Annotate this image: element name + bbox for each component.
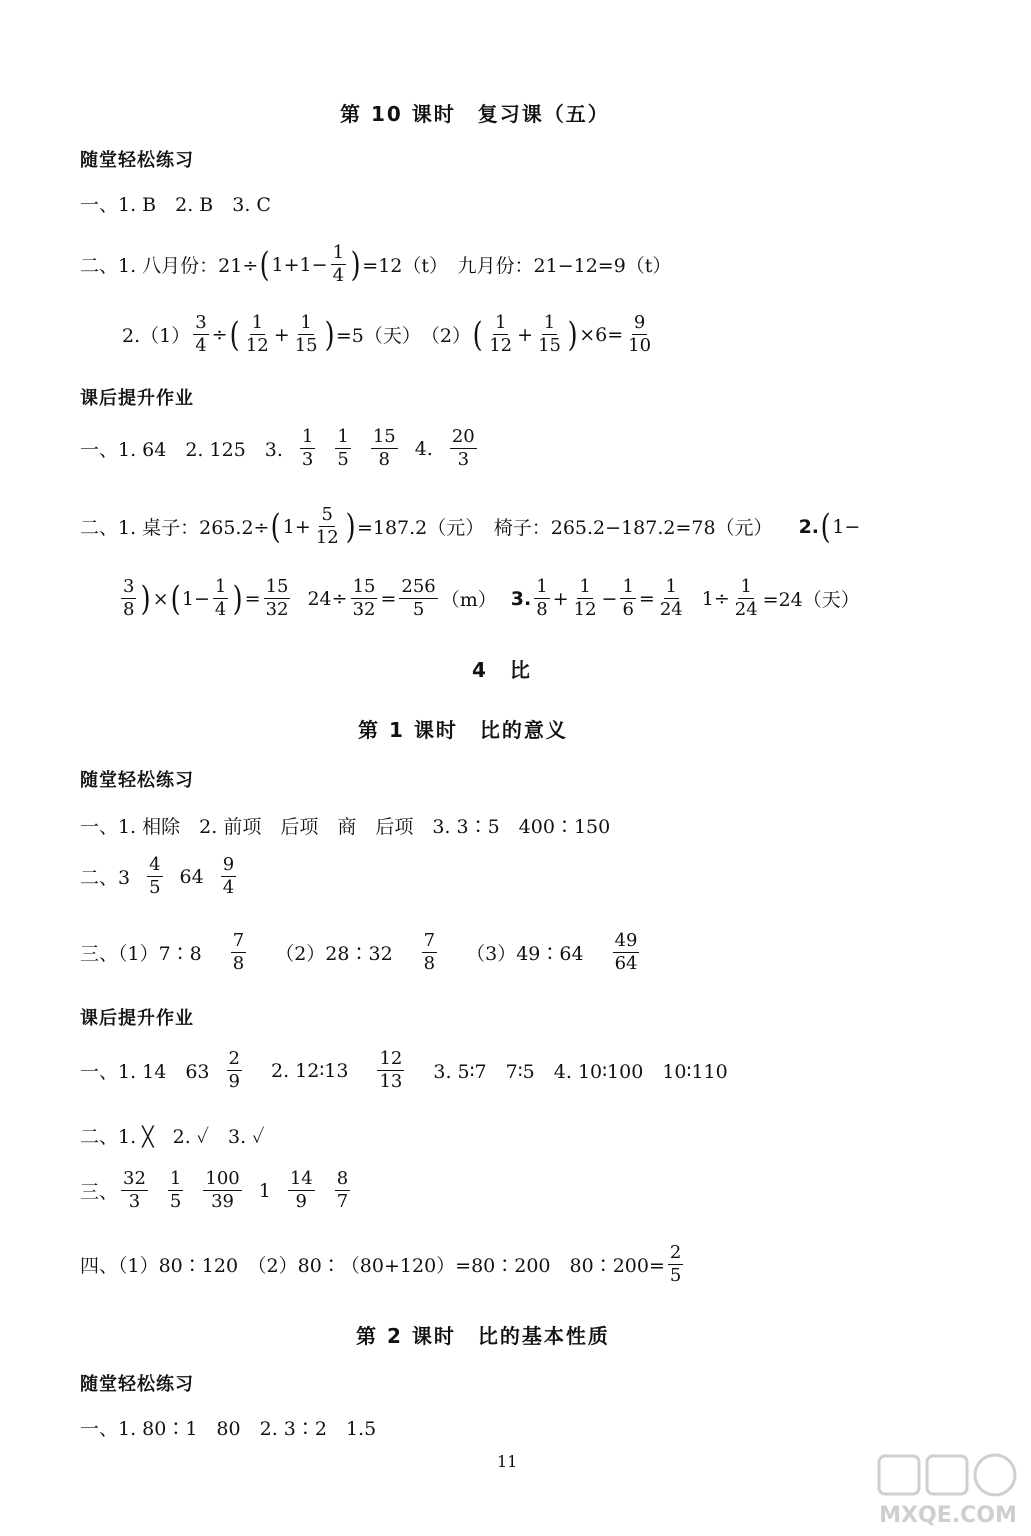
unit-title: 4 比 <box>472 658 532 682</box>
fraction: $\frac{15}{8}$ <box>372 426 396 470</box>
fraction: $\frac{3}{4}$ <box>195 312 207 356</box>
lesson10-section-homework: 课后提升作业 <box>80 388 194 409</box>
lesson10-answer-line-3: 2.（1） $\frac{3}{4}$ ÷ ( $\frac{1}{12}$ + $\frac{1}{15}$ ) =5（天） （2） ( $\frac{1}{12}$ + $\frac{1}{15}$ ) ×6= $\frac{9}{10}$ <box>122 312 652 356</box>
fraction: $\frac{15}{32}$ <box>352 576 376 620</box>
fraction: $\frac{1}{15}$ <box>538 312 561 356</box>
fraction: $\frac{1}{12}$ <box>573 576 597 620</box>
fraction: $\frac{20}{3}$ <box>451 426 475 470</box>
fraction: $\frac{15}{32}$ <box>265 576 289 620</box>
fraction: $\frac{5}{12}$ <box>315 504 339 548</box>
fraction: $\frac{256}{5}$ <box>401 576 436 620</box>
fraction: $\frac{9}{4}$ <box>222 854 235 898</box>
lesson1-title: 第 1 课时 比的意义 <box>358 718 568 742</box>
fraction: $\frac{8}{7}$ <box>336 1168 349 1212</box>
lesson1-answer-line-1: 一、1. 相除 2. 前项 后项 商 后项 3. 3∶5 400∶150 <box>80 816 611 838</box>
lesson2-section-classwork: 随堂轻松练习 <box>80 1374 194 1395</box>
fraction: $\frac{49}{64}$ <box>614 930 638 974</box>
lesson1-answer-line-2: 二、3 $\frac{4}{5}$ 64 $\frac{9}{4}$ <box>80 854 235 898</box>
lesson1-homework-line-3: 三、 $\frac{32}{3}$ $\frac{1}{5}$ $\frac{100}{39}$ 1 $\frac{14}{9}$ $\frac{8}{7}$ <box>80 1168 349 1212</box>
fraction: $\frac{1}{15}$ <box>294 312 318 356</box>
lesson1-answer-line-3: 三、（1）7∶8 $\frac{7}{8}$ （2）28∶32 $\frac{7}{8}$ （3）49∶64 $\frac{49}{64}$ <box>80 930 638 974</box>
lesson1-homework-line-2: 二、1. ╳ 2. ✓ 3. ✓ <box>80 1126 265 1148</box>
fraction: $\frac{2}{5}$ <box>669 1242 682 1286</box>
fraction: $\frac{32}{3}$ <box>123 1168 146 1212</box>
svg-text:MXQE.COM: MXQE.COM <box>879 1503 1017 1528</box>
fraction: $\frac{14}{9}$ <box>289 1168 313 1212</box>
fraction: $\frac{3}{8}$ <box>123 576 135 620</box>
fraction: $\frac{1}{12}$ <box>245 312 269 356</box>
lesson2-title: 第 2 课时 比的基本性质 <box>356 1324 610 1348</box>
lesson1-homework-line-4: 四、（1）80∶120 （2）80∶（80+120）=80∶200 80∶200= $\frac{2}{5}$ <box>80 1242 682 1286</box>
fraction: $\frac{1}{4}$ <box>332 242 345 286</box>
fraction: $\frac{100}{39}$ <box>205 1168 240 1212</box>
lesson1-homework-line-1: 一、1. 14 63 $\frac{2}{9}$ 2. 12∶13 $\frac{12}{13}$ 3. 5∶7 7∶5 4. 10∶100 10∶110 <box>80 1048 728 1092</box>
lesson10-homework-line-1: 一、1. 64 2. 125 3. $\frac{1}{3}$ $\frac{1}{5}$ $\frac{15}{8}$ 4. $\frac{20}{3}$ <box>80 426 475 470</box>
fraction: $\frac{1}{24}$ <box>734 576 758 620</box>
watermark-logo <box>873 1450 1023 1530</box>
lesson10-section-classwork: 随堂轻松练习 <box>80 150 194 171</box>
page-number: 11 <box>497 1452 518 1471</box>
fraction: $\frac{1}{24}$ <box>659 576 683 620</box>
lesson1-section-homework: 课后提升作业 <box>80 1008 194 1029</box>
fraction: $\frac{1}{6}$ <box>622 576 634 620</box>
lesson10-answer-line-2: 二、1. 八月份：21÷ ( 1+1− $\frac{1}{4}$ ) =12（t） 九月份：21−12=9（t） <box>80 242 672 286</box>
lesson10-homework-line-2: 二、1. 桌子：265.2÷ ( 1+ $\frac{5}{12}$ ) =187.2（元） 椅子：265.2−187.2=78（元） 2. ( 1− <box>80 504 861 548</box>
fraction: $\frac{1}{12}$ <box>489 312 513 356</box>
fraction: $\frac{7}{8}$ <box>423 930 436 974</box>
fraction: $\frac{1}{3}$ <box>301 426 314 470</box>
lesson10-title: 第 10 课时 复习课（五） <box>340 102 610 126</box>
lesson10-answer-line-1: 一、1. B 2. B 3. C <box>80 194 271 216</box>
fraction: $\frac{1}{4}$ <box>214 576 227 620</box>
fraction: $\frac{12}{13}$ <box>379 1048 403 1092</box>
fraction: $\frac{9}{10}$ <box>628 312 652 356</box>
fraction: $\frac{1}{5}$ <box>337 426 349 470</box>
fraction: $\frac{1}{5}$ <box>169 1168 182 1212</box>
fraction: $\frac{2}{9}$ <box>228 1048 240 1092</box>
fraction: $\frac{7}{8}$ <box>232 930 245 974</box>
fraction: $\frac{4}{5}$ <box>149 854 161 898</box>
lesson1-section-classwork: 随堂轻松练习 <box>80 770 194 791</box>
lesson10-homework-line-3: $\frac{3}{8}$ ) × ( 1− $\frac{1}{4}$ ) = $\frac{15}{32}$ 24÷ $\frac{15}{32}$ = $\frac{256}{5}$ （m） 3. $\frac{1}{8}$ + $\frac{1}{12}$ − $\frac{1}{6}$ = $\frac{1}{24}$ 1÷ $\frac{1}{24}$ =24（天） <box>123 576 860 620</box>
fraction: $\frac{1}{8}$ <box>536 576 548 620</box>
lesson2-answer-line-1: 一、1. 80∶1 80 2. 3∶2 1.5 <box>80 1418 377 1440</box>
